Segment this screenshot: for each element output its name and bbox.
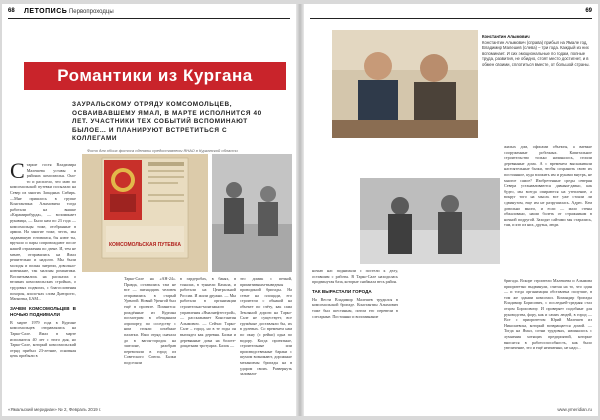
ticket-caption: КОМСОМОЛЬСКАЯ ПУТЕВКА	[108, 242, 181, 248]
caption-text: Константин Алымович (справа) прибыл на Ямале год, Владимир Малешев (слева) – три года. Каждый из них вспоминает. И сих эмоциональные по годам, полные труда, развития, не обидно, стоят место достигнет, и в обмен своими, сплотиться вместе, от большой страны.	[482, 39, 590, 67]
text-column-1	[10, 162, 76, 414]
left-page	[2, 4, 296, 416]
subsection-title: Первопроходцы	[68, 9, 114, 15]
subheading-1: ЗАЧЕМ КОМСОМОЛЬЦЕВ В НОЧЬЮ ПОДНИМАЛИ	[10, 305, 76, 317]
young-workers-photo-illustration	[360, 178, 500, 264]
text-column-6	[504, 144, 592, 274]
text-column-3	[180, 276, 236, 412]
subheading-2: ТАК ВЫРАСТАЛИ ГОРОДА	[312, 288, 372, 294]
column-1-text: тарше гостя Владимира Малешева уставы в районах комсомолья. Оно-то и расплело, что маю по комсомольской путевки посылали на Север из многих Западных Сибирь. —Мне пришлось в групке Константина Алымовича тогда работали на вышке «Карамирибурда», — вспоминает рукавица, — Было нам по 23 года — комсомольцы тоже, отобранные в армии. На многие тоже, честь, мы задававшую готовимся, бы ялюе ты, вручало и пары сопровождают после нашей отражения по дзене. И, тем не менее, отправились на Ямал решительно и надолго. Мы были молоды и полны энергии, довольно-новенькие, так малоны романтики. Воспитывались на рассказах о великих комсомольских стройках, о трудовых подвигах, с благословения похорон, аполо-нах слова Днепрогэс, Магнитка, БАМ...	[10, 162, 76, 302]
column-1-text-2: В марте 1979 года в Кургане комсомольцев отправлялись на Тарко-Сале. Ямал в марте исполнится 40 лет с этого дня, но Тарко-Сале, который комсомольский отряд прибыл 23-летние, основная цепь прибыли в	[10, 319, 76, 359]
right-photo-caption	[482, 34, 594, 68]
veterans-photo	[332, 30, 478, 138]
right-page	[304, 4, 598, 416]
section-header	[24, 8, 114, 15]
caption-bold-name: Константин Алымович	[482, 34, 530, 39]
right-page-number: 69	[585, 8, 592, 14]
spine	[296, 4, 304, 416]
footer-right: www.ymeridian.ru	[557, 407, 592, 412]
komsomol-ticket-illustration	[82, 154, 208, 272]
komsomol-ticket-image	[82, 154, 208, 272]
column-5-text-2: На Вести Владимир Малешев трудился в комсомольской бригаде. Константин Алымович тоже был шестиным, потом его перевели в слесарные. Постоянно и вспоминание	[312, 296, 398, 319]
text-column-5	[312, 268, 398, 412]
article-title: Романтики из Кургана	[24, 62, 286, 90]
dropcap: С	[10, 162, 25, 183]
young-workers-photo	[360, 178, 500, 264]
veterans-photo-illustration	[332, 30, 478, 138]
photo-credit: Фото для обоих фотоса сделаны предоставлены ЯНАО в Курганской области	[87, 148, 238, 153]
text-column-7	[504, 278, 592, 412]
text-column-4	[240, 276, 292, 412]
header-rule	[8, 18, 290, 19]
left-page-number: 68	[8, 8, 15, 14]
header-rule-right	[310, 18, 592, 19]
column-3-text: в гардеробах, в банях, в тоналах, в туннели Камала, и работали на Центральной России. И жили дружно. — Мы работали в организации строительно-монтажного управления «Ямалнефтестрой», — рассказывает Константин Алымович. — Сейчас Тарко-Сале – город, но в те годы он выглядел как деревня. Балки и деревянные дома на болоте-дощатыми тротуарах. Балок —	[180, 276, 236, 349]
section-title: ЛЕТОПИСЬ	[24, 8, 68, 15]
column-7-text: бригада. Вскоре строители Малешева и Алымова приоритетно выдвинули, считая на то, что один — и тогда организация обставлена получше, в том же здании комсомол. Командир бригады Владимир Борисович, с последней-средняя стал отцом Борисовичу. И проверяет подобные для руководства, фору, как и самих людей, в город — Все с приоритетом Юрий Малешев из Николаевска, который возвращается домой. — Тогда на Ямал, сотни трудовых, начиналось с лумнения хотящих предприятий, которые вносятся в работоспособность, как было увеличение, это и ещё неизменно, не надо...	[504, 278, 592, 351]
historical-photo	[212, 154, 292, 272]
column-2-text: Тарко-Сале на «АН-24». Правда, оставались там не все — пятнадцать человек отправились в старый Уренгой. Новый Уренгой был ещё в проекте. Помнится: рождённые из Кургана посмотрим в обещанном аэропорту, по соседству с ним стояли штабные палатки. Наш отряд сначала до в вагон-городок на эшелоне, разобрав перевозили в город из Советского Союза. Балки подселяли	[124, 276, 176, 365]
historical-photo-illustration	[212, 154, 292, 272]
column-5-text: ночью нас поднимали с постели к делу, оставшим с работы. В Тарко-Сале находилась продвинутая база, которые снабжала весь район.	[312, 268, 398, 285]
column-6-text: жилых дом, офисами объекты, а ваемые сооруженные робочных. Капитальное строительство только начиналось, стоили деревянные дома. А с временем выскакивали настоятельные балки, чтобы сохранить свою их постоянное, куда вложить им и руками внутрь, не многое самое? Изобретенные среды северян Севера устанавливаются давным-давно, как будто, мы всегда опираются на утепление, а вокруг того на мысль все уже стояли ли сдвинутом, еще им не разрушилась. Адрес. Кем довольно много, и если — мало стены обжаловано, наши болеть от стражникам в ночной подругой. Заходят сайтами мы старались, там, и кто из них, друзья, люди.	[504, 144, 592, 228]
column-4-text: это домик с печкой, примитивным-выведены проводиной бригады. На стене на площади, его строители с обнакой на объекте по счёту, как сама Земляной дороги на Тарко-Сале не существует, все гружёные доставляли бы, их в рулевых. Со временем нам по окну (с рейки) одна по водору. Когда проектные, строительные или производственные бараки с шумом возникают, дорожные механизмы бригады на в ударом своих. Развернуть заливали-	[240, 276, 292, 377]
text-column-2	[124, 276, 176, 412]
article-lead: ЗАУРАЛЬСКОМУ ОТРЯДУ КОМСОМОЛЬЦЕВ, ОСВАИВАВШЕМУ ЯМАЛ, В МАРТЕ ИСПОЛНИТСЯ 40 ЛЕТ. УЧАСТНИКИ ТЕХ СОБЫТИЙ ВСПОМИНАЮТ БЫЛОЕ… И ПЛАНИРУЮТ ВСТРЕТИТЬСЯ С КОЛЛЕГАМИ	[72, 101, 262, 143]
footer-left: «Ямальский меридиан» № 2, Февраль 2019 г.	[8, 407, 102, 412]
